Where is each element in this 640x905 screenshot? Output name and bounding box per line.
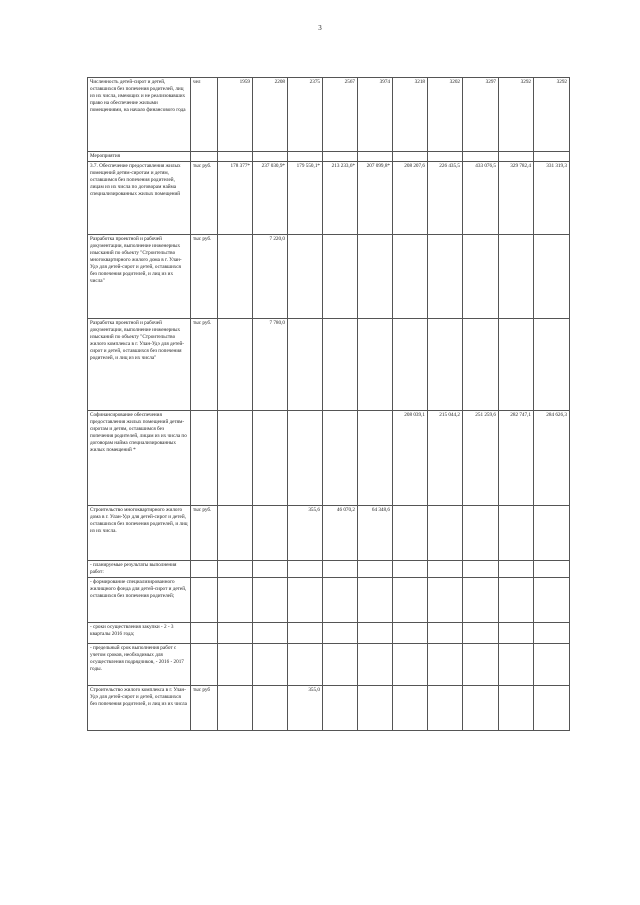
value-cell: 64 348,6 <box>358 506 393 561</box>
table-body <box>88 78 570 731</box>
value-cell <box>534 686 570 731</box>
value-cell <box>428 561 463 578</box>
value-cell <box>218 561 253 578</box>
value-cell <box>393 152 428 162</box>
row-unit: чел <box>191 78 218 152</box>
value-cell <box>358 686 393 731</box>
row-unit <box>191 644 218 686</box>
value-cell: 2208 <box>253 78 288 152</box>
value-cell <box>218 686 253 731</box>
value-cell <box>253 686 288 731</box>
value-cell <box>534 319 570 411</box>
value-cell <box>323 644 358 686</box>
value-cell: 7 780,0 <box>253 319 288 411</box>
value-cell: 331 319,3 <box>534 162 570 235</box>
value-cell <box>218 411 253 506</box>
row-label: - предельный срок выполнения работ с учетом сроков, необходимых для осуществления подрядчиков, - 2016 - 2017 годы. <box>88 644 191 686</box>
value-cell <box>428 506 463 561</box>
value-cell <box>253 561 288 578</box>
value-cell: 329 782,4 <box>499 162 534 235</box>
value-cell: 207 099,8* <box>358 162 393 235</box>
row-label: Строительство жилого комплекса в г. Улан-Удэ для детей-сирот и детей, оставшихся без попечения родителей, и лиц из их числа <box>88 686 191 731</box>
value-cell <box>358 644 393 686</box>
value-cell: 3297 <box>463 78 499 152</box>
value-cell <box>499 578 534 623</box>
value-cell <box>463 578 499 623</box>
value-cell <box>499 623 534 644</box>
value-cell <box>218 623 253 644</box>
row-unit: тыс руб. <box>191 506 218 561</box>
value-cell <box>428 644 463 686</box>
value-cell <box>393 319 428 411</box>
value-cell <box>288 152 323 162</box>
value-cell <box>358 152 393 162</box>
value-cell: 3202 <box>428 78 463 152</box>
value-cell <box>534 623 570 644</box>
page-number: 3 <box>318 24 322 32</box>
value-cell: 282 747,1 <box>499 411 534 506</box>
value-cell <box>428 578 463 623</box>
value-cell <box>218 152 253 162</box>
value-cell <box>463 644 499 686</box>
value-cell <box>218 644 253 686</box>
value-cell: 213 233,6* <box>323 162 358 235</box>
value-cell <box>323 235 358 319</box>
value-cell <box>323 411 358 506</box>
value-cell <box>323 578 358 623</box>
table-row <box>88 506 570 561</box>
value-cell <box>288 235 323 319</box>
row-label: 3.7. Обеспечение предоставления жилых помещений детям-сиротам и детям, оставшимся без попечения родителей, лицам из их числа по договорам найма специализированных жилых помещений <box>88 162 191 235</box>
value-cell: 179 550,1* <box>288 162 323 235</box>
value-cell <box>393 644 428 686</box>
value-cell <box>218 506 253 561</box>
value-cell: 284 626,3 <box>534 411 570 506</box>
value-cell <box>534 152 570 162</box>
value-cell: 3292 <box>534 78 570 152</box>
value-cell <box>323 561 358 578</box>
value-cell: 237 030,9* <box>253 162 288 235</box>
value-cell <box>499 506 534 561</box>
row-unit <box>191 623 218 644</box>
row-label: - сроки осуществления закупки - 2 - 3 кварталы 2016 года; <box>88 623 191 644</box>
row-label: Строительство многоквартирного жилого дома в г. Улан-Удэ для детей-сирот и детей, оставшихся без попечения родителей, и лиц из их числа. <box>88 506 191 561</box>
value-cell <box>463 506 499 561</box>
value-cell <box>218 319 253 411</box>
value-cell <box>428 623 463 644</box>
value-cell <box>358 319 393 411</box>
value-cell <box>534 644 570 686</box>
value-cell <box>253 152 288 162</box>
value-cell: 3292 <box>499 78 534 152</box>
value-cell <box>463 686 499 731</box>
value-cell <box>288 561 323 578</box>
value-cell: 3218 <box>393 78 428 152</box>
value-cell <box>358 235 393 319</box>
value-cell <box>463 623 499 644</box>
row-unit <box>191 578 218 623</box>
table-row <box>88 235 570 319</box>
row-unit: тыс руб. <box>191 162 218 235</box>
table-row <box>88 78 570 152</box>
value-cell <box>323 152 358 162</box>
value-cell: 355,0 <box>288 686 323 731</box>
table-row <box>88 644 570 686</box>
value-cell: 46 070,2 <box>323 506 358 561</box>
value-cell <box>253 506 288 561</box>
value-cell <box>463 561 499 578</box>
row-unit: тыс руб <box>191 686 218 731</box>
value-cell <box>428 152 463 162</box>
value-cell <box>393 578 428 623</box>
value-cell <box>393 506 428 561</box>
row-unit <box>191 561 218 578</box>
row-unit: тыс руб. <box>191 319 218 411</box>
value-cell <box>534 506 570 561</box>
value-cell <box>428 319 463 411</box>
row-unit <box>191 411 218 506</box>
value-cell: 433 076,5 <box>463 162 499 235</box>
value-cell <box>253 578 288 623</box>
row-label: Мероприятия <box>88 152 191 162</box>
value-cell: 251 259,6 <box>463 411 499 506</box>
value-cell <box>463 319 499 411</box>
value-cell: 2375 <box>288 78 323 152</box>
value-cell <box>534 578 570 623</box>
table-row <box>88 623 570 644</box>
value-cell <box>288 578 323 623</box>
row-label: Разработка проектной и рабочей документации, выполнение инженерных изысканий по объекту "Строительство жилого комплекса в г. Улан-Удэ для детей-сирот и детей, оставшихся без попечения родителей, и лиц из их числа" <box>88 319 191 411</box>
value-cell <box>534 235 570 319</box>
value-cell <box>463 152 499 162</box>
value-cell <box>393 561 428 578</box>
value-cell <box>323 686 358 731</box>
value-cell <box>393 623 428 644</box>
value-cell <box>393 686 428 731</box>
value-cell <box>288 411 323 506</box>
value-cell <box>428 235 463 319</box>
value-cell <box>358 561 393 578</box>
value-cell <box>288 644 323 686</box>
value-cell <box>288 319 323 411</box>
table-row <box>88 686 570 731</box>
value-cell: 2567 <box>323 78 358 152</box>
value-cell <box>534 561 570 578</box>
row-unit <box>191 152 218 162</box>
value-cell <box>253 411 288 506</box>
value-cell: 3974 <box>358 78 393 152</box>
program-table <box>87 77 570 731</box>
value-cell <box>358 623 393 644</box>
value-cell <box>499 235 534 319</box>
value-cell <box>288 623 323 644</box>
row-label: Численность детей-сирот и детей, оставшихся без попечения родителей, лиц из их числа, имеющих и не реализовавших право на обеспечение жилыми помещениями, на начало финансового года <box>88 78 191 152</box>
value-cell <box>499 686 534 731</box>
table-row <box>88 162 570 235</box>
value-cell <box>499 644 534 686</box>
value-cell <box>358 411 393 506</box>
table-row <box>88 411 570 506</box>
value-cell: 215 044,2 <box>428 411 463 506</box>
value-cell: 226 435,5 <box>428 162 463 235</box>
table-row <box>88 561 570 578</box>
row-label: Разработка проектной и рабочей документации, выполнение инженерных изысканий по объекту "Строительство многоквартирного жилого дома в г. Улан-Удэ для детей-сирот и детей, оставшихся без попечения родителей, и лиц из их числа" <box>88 235 191 319</box>
value-cell <box>253 623 288 644</box>
row-label: - планируемые результаты выполнения работ: <box>88 561 191 578</box>
value-cell <box>253 644 288 686</box>
value-cell: 355,6 <box>288 506 323 561</box>
value-cell <box>323 623 358 644</box>
value-cell <box>499 319 534 411</box>
value-cell: 7 220,0 <box>253 235 288 319</box>
value-cell <box>323 319 358 411</box>
value-cell <box>218 235 253 319</box>
value-cell: 208 207,6 <box>393 162 428 235</box>
value-cell <box>393 235 428 319</box>
value-cell: 178 377* <box>218 162 253 235</box>
row-label: - формирование специализированного жилищного фонда для детей-сирот и детей, оставшихся без попечения родителей; <box>88 578 191 623</box>
row-unit: тыс руб. <box>191 235 218 319</box>
value-cell <box>218 578 253 623</box>
table-row <box>88 152 570 162</box>
value-cell <box>428 686 463 731</box>
table-row <box>88 578 570 623</box>
value-cell <box>358 578 393 623</box>
value-cell <box>499 152 534 162</box>
value-cell <box>499 561 534 578</box>
table-row <box>88 319 570 411</box>
value-cell: 208 039,1 <box>393 411 428 506</box>
value-cell <box>463 235 499 319</box>
row-label: Софинансирование обеспечения предоставления жилых помещений детям-сиротам и детям, оставшимся без попечения родителей, лицам из их числа по договорам найма специализированных жилых помещений * <box>88 411 191 506</box>
value-cell: 1959 <box>218 78 253 152</box>
